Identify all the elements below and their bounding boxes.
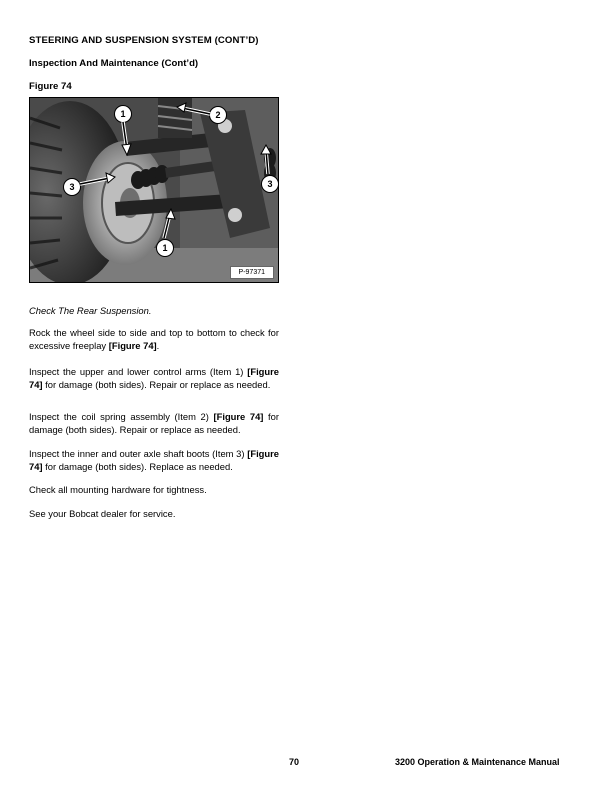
figure-ref: [Figure 74] bbox=[108, 340, 157, 352]
callout-1-top: 1 bbox=[114, 105, 132, 123]
figure-ref: [Figure 74] bbox=[29, 448, 279, 473]
arrow-2 bbox=[182, 108, 210, 114]
figure-label: Figure 74 bbox=[29, 81, 72, 92]
paragraph-control-arms: Inspect the upper and lower control arms (Item 1) [Figure 74] for damage (both sides). Repair or replace as needed. bbox=[29, 366, 279, 391]
paragraph-axle-boots: Inspect the inner and outer axle shaft boots (Item 3) [Figure 74] for damage (both sides). Replace as needed. bbox=[29, 448, 279, 473]
arrow-3-left bbox=[80, 178, 110, 184]
callout-3-right: 3 bbox=[261, 175, 279, 193]
paragraph-freeplay: Rock the wheel side to side and top to bottom to check for excessive freeplay [Figure 74]. bbox=[29, 327, 279, 352]
section-title: STEERING AND SUSPENSION SYSTEM (CONT’D) bbox=[29, 35, 259, 46]
callout-2: 2 bbox=[209, 106, 227, 124]
photo-id-label: P-97371 bbox=[230, 266, 274, 279]
figure-ref: [Figure 74] bbox=[213, 411, 264, 422]
callout-1-bottom: 1 bbox=[156, 239, 174, 257]
paragraph-dealer: See your Bobcat dealer for service. bbox=[29, 508, 176, 519]
manual-title: 3200 Operation & Maintenance Manual bbox=[395, 757, 560, 767]
callout-3-left: 3 bbox=[63, 178, 81, 196]
figure-photo bbox=[29, 97, 279, 283]
callout-arrows bbox=[30, 98, 278, 282]
paragraph-hardware: Check all mounting hardware for tightness. bbox=[29, 484, 207, 495]
check-heading: Check The Rear Suspension. bbox=[29, 305, 152, 316]
subsection-title: Inspection And Maintenance (Cont’d) bbox=[29, 58, 199, 69]
paragraph-coil-spring: Inspect the coil spring assembly (Item 2) [Figure 74] for damage (both sides). Repair or replace as needed. bbox=[29, 411, 279, 436]
page-number: 70 bbox=[289, 757, 300, 767]
figure-ref: [Figure 74] bbox=[29, 366, 279, 391]
